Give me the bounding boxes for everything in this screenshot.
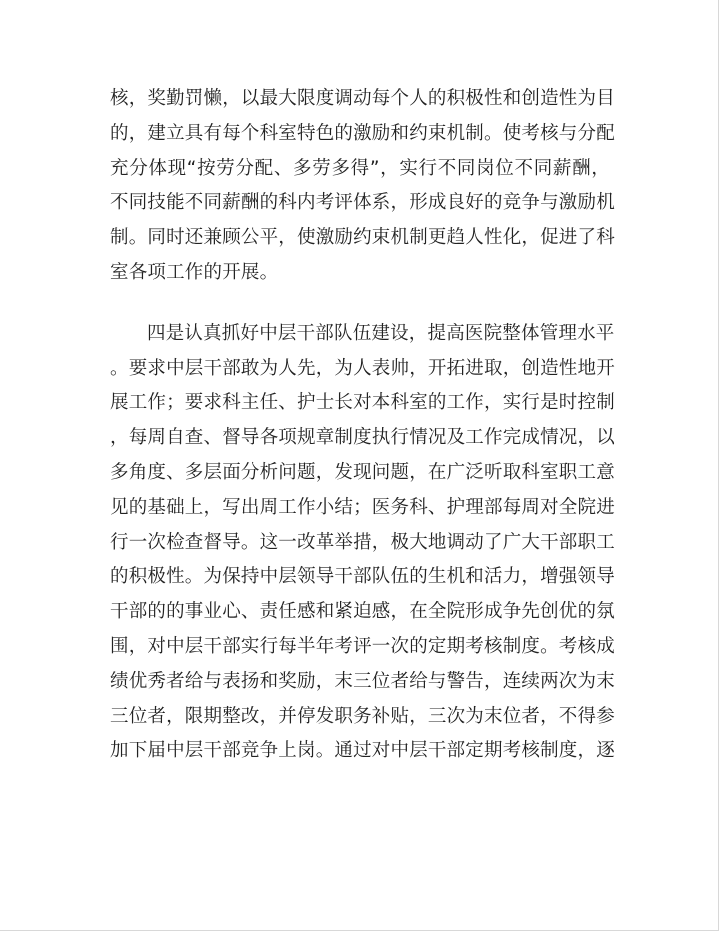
text-line: 干部的的事业心、责任感和紧迫感，在全院形成争先创优的氛 [110,601,615,623]
text-line: 三位者，限期整改，并停发职务补贴，三次为末位者，不得参 [110,705,615,727]
paragraph-spacer [110,291,610,317]
text-line: 制。同时还兼顾公平，使激励约束机制更趋人性化，促进了科 [110,227,615,249]
text-line: 。要求中层干部敢为人先，为人表帅，开拓进取，创造性地开 [110,357,615,379]
text-line: 充分体现“按劳分配、多劳多得”，实行不同岗位不同薪酬， [110,157,610,179]
text-line: 不同技能不同薪酬的科内考评体系，形成良好的竞争与激励机 [110,192,615,214]
text-line: 的，建立具有每个科室特色的激励和约束机制。使考核与分配 [110,122,615,144]
text-line: 室各项工作的开展。 [110,261,279,283]
text-line: 展工作；要求科主任、护士长对本科室的工作，实行是时控制 [110,392,615,414]
text-line: ，每周自查、督导各项规章制度执行情况及工作完成情况，以 [110,427,615,449]
text-line: 加下届中层干部竞争上岗。通过对中层干部定期考核制度，逐 [110,740,615,762]
paragraph-middle-cadre-building [110,317,615,769]
text-line: 四是认真抓好中层干部队伍建设，提高医院整体管理水平 [147,322,615,344]
document-body [110,82,615,769]
text-line: 行一次检查督导。这一改革举措，极大地调动了广大干部职工 [110,531,615,553]
text-line: 核，奖勤罚懒，以最大限度调动每个人的积极性和创造性为目 [110,88,615,109]
text-line: 围，对中层干部实行每半年考评一次的定期考核制度。考核成 [110,635,615,657]
text-line: 绩优秀者给与表扬和奖励，末三位者给与警告，连续两次为末 [110,670,615,692]
text-line: 多角度、多层面分析问题，发现问题，在广泛听取科室职工意 [110,461,615,483]
text-line: 见的基础上，写出周工作小结；医务科、护理部每周对全院进 [110,496,615,518]
text-line: 的积极性。为保持中层领导干部队伍的生机和活力，增强领导 [110,566,615,588]
paragraph-incentive-mechanism [110,82,615,291]
